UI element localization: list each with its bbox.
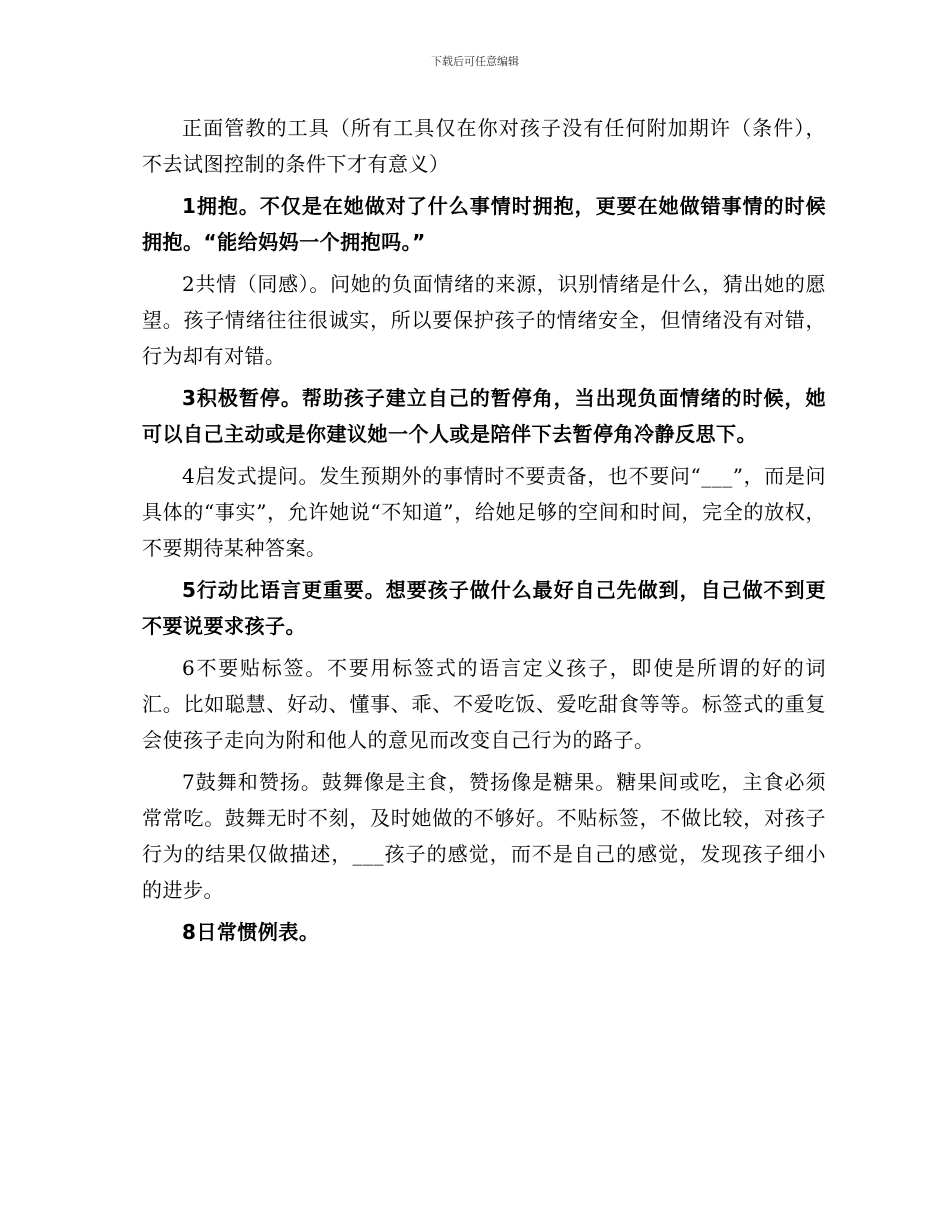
tool-4-curiosity-questions: 4启发式提问。发生预期外的事情时不要责备，也不要问“___”，而是问具体的“事实”，允许她说“不知道”，给她足够的空间和时间，完全的放权，不要期待某种答案。 <box>142 464 826 560</box>
page-header: 下载后可任意编辑 <box>431 55 519 68</box>
intro-paragraph: 正面管教的工具（所有工具仅在你对孩子没有任何附加期许（条件），不去试图控制的条件下才有意义） <box>142 116 826 176</box>
tool-6-no-labels: 6不要贴标签。不要用标签式的语言定义孩子，即使是所谓的好的词汇。比如聪慧、好动、懂事、乖、不爱吃饭、爱吃甜食等等。标签式的重复会使孩子走向为附和他人的意见而改变自己行为的路子。 <box>142 656 826 752</box>
tool-3-positive-timeout: 3积极暂停。帮助孩子建立自己的暂停角，当出现负面情绪的时候，她可以自己主动或是你建议她一个人或是陪伴下去暂停角冷静反思下。 <box>142 386 826 446</box>
tool-1-hug: 1拥抱。不仅是在她做对了什么事情时拥抱，更要在她做错事情的时候拥抱。“能给妈妈一个拥抱吗。” <box>142 194 826 254</box>
tool-8-routine-chart: 8日常惯例表。 <box>182 920 320 944</box>
document-body <box>142 110 826 956</box>
tool-5-action-over-words: 5行动比语言更重要。想要孩子做什么最好自己先做到，自己做不到更不要说要求孩子。 <box>142 578 826 638</box>
tool-7-encouragement-praise: 7鼓舞和赞扬。鼓舞像是主食，赞扬像是糖果。糖果间或吃，主食必须常常吃。鼓舞无时不刻，及时她做的不够好。不贴标签，不做比较，对孩子行为的结果仅做描述，___孩子的感觉，而不是自己的感觉，发现孩子细小的进步。 <box>142 770 826 902</box>
tool-2-empathy: 2共情（同感）。问她的负面情绪的来源，识别情绪是什么，猜出她的愿望。孩子情绪往往很诚实，所以要保护孩子的情绪安全，但情绪没有对错，行为却有对错。 <box>142 272 826 368</box>
